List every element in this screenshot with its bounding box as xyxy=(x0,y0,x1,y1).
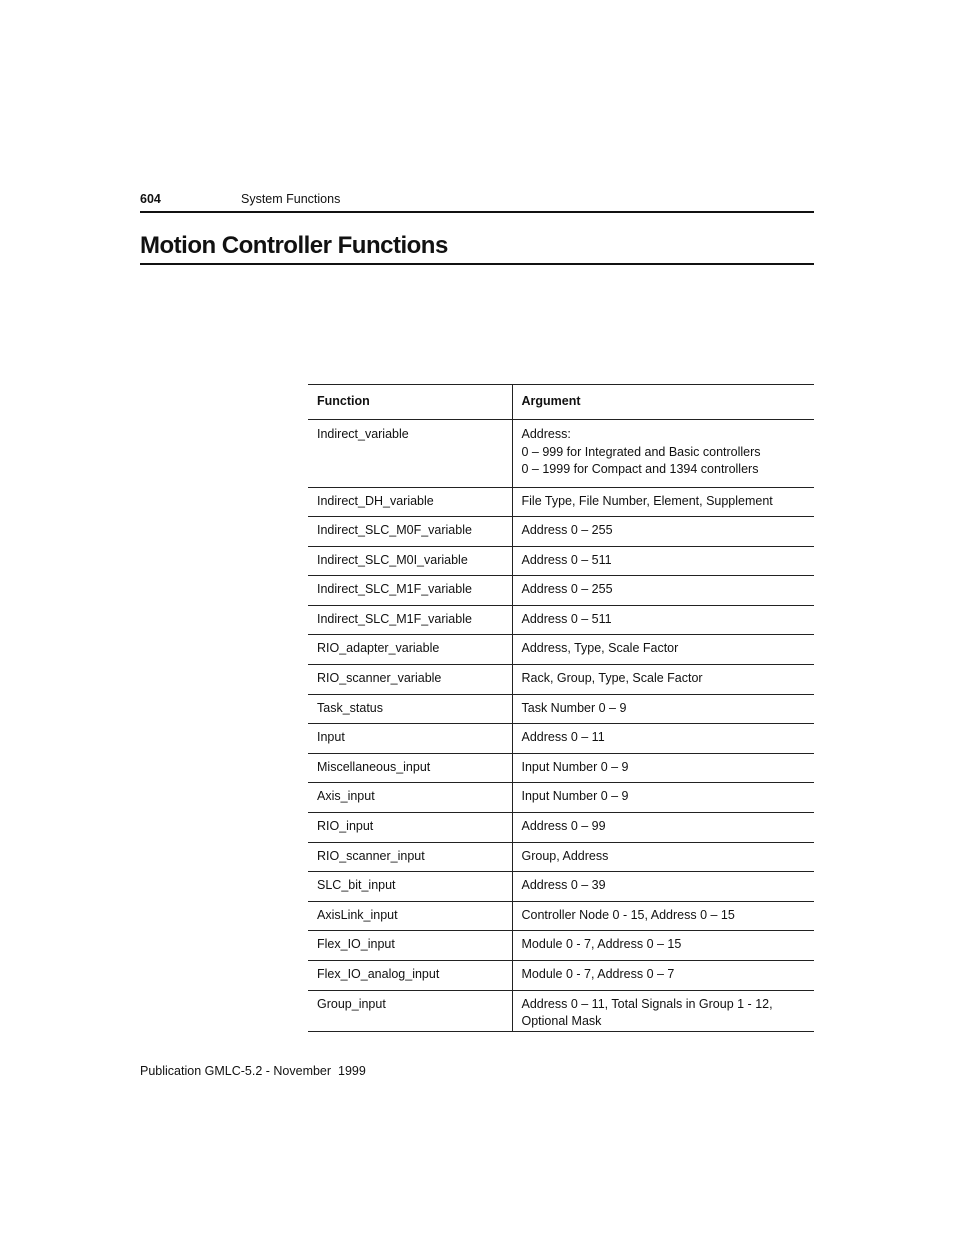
function-cell: Indirect_SLC_M0F_variable xyxy=(308,517,512,547)
function-table xyxy=(308,384,814,1032)
function-cell: SLC_bit_input xyxy=(308,872,512,902)
function-cell: Indirect_SLC_M0I_variable xyxy=(308,546,512,576)
argument-cell xyxy=(512,694,814,724)
argument-line: Module 0 - 7, Address 0 – 15 xyxy=(521,937,682,952)
argument-line: Address: xyxy=(521,427,571,441)
argument-cell xyxy=(512,901,814,931)
argument-cell xyxy=(512,813,814,843)
argument-line: Address 0 – 511 xyxy=(521,552,612,567)
column-header-function: Function xyxy=(308,385,512,420)
page-number: 604 xyxy=(140,192,161,206)
function-cell: Miscellaneous_input xyxy=(308,753,512,783)
table-row xyxy=(308,694,814,724)
table-row xyxy=(308,635,814,665)
table-row xyxy=(308,517,814,547)
function-cell: RIO_input xyxy=(308,813,512,843)
table-row xyxy=(308,813,814,843)
table-row xyxy=(308,605,814,635)
argument-cell xyxy=(512,783,814,813)
argument-line: Rack, Group, Type, Scale Factor xyxy=(521,671,703,686)
function-cell: AxisLink_input xyxy=(308,901,512,931)
table-row xyxy=(308,576,814,606)
argument-line: Input Number 0 – 9 xyxy=(521,759,629,774)
table-row xyxy=(308,990,814,1031)
table-row xyxy=(308,901,814,931)
section-name: System Functions xyxy=(241,192,341,206)
column-header-argument: Argument xyxy=(512,385,814,420)
running-header xyxy=(140,192,814,213)
publication-footer: Publication GMLC-5.2 - November 1999 xyxy=(140,1064,366,1078)
argument-cell xyxy=(512,635,814,665)
table-row xyxy=(308,546,814,576)
table-row xyxy=(308,872,814,902)
function-cell: Axis_input xyxy=(308,783,512,813)
argument-line: Task Number 0 – 9 xyxy=(521,700,627,715)
argument-line: Module 0 - 7, Address 0 – 7 xyxy=(521,967,675,981)
argument-cell xyxy=(512,872,814,902)
function-cell: Input xyxy=(308,724,512,754)
argument-line: Controller Node 0 - 15, Address 0 – 15 xyxy=(521,907,735,922)
table-row xyxy=(308,487,814,517)
argument-cell xyxy=(512,546,814,576)
argument-cell xyxy=(512,420,814,488)
function-cell: Group_input xyxy=(308,990,512,1031)
argument-cell xyxy=(512,842,814,872)
argument-line: Input Number 0 – 9 xyxy=(521,789,629,804)
table-row xyxy=(308,420,814,488)
argument-line: Address 0 – 11 xyxy=(521,730,605,745)
argument-line: Address 0 – 39 xyxy=(521,878,606,893)
table-row xyxy=(308,724,814,754)
function-cell: RIO_scanner_input xyxy=(308,842,512,872)
table-header-row xyxy=(308,385,814,420)
function-cell: Flex_IO_input xyxy=(308,931,512,961)
argument-cell xyxy=(512,990,814,1031)
argument-line: Group, Address xyxy=(521,848,609,863)
function-cell: RIO_scanner_variable xyxy=(308,665,512,695)
argument-cell xyxy=(512,753,814,783)
table-row xyxy=(308,931,814,961)
argument-line: Address 0 – 99 xyxy=(521,819,606,834)
function-cell: Indirect_SLC_M1F_variable xyxy=(308,576,512,606)
function-cell: RIO_adapter_variable xyxy=(308,635,512,665)
function-cell: Indirect_DH_variable xyxy=(308,487,512,517)
table-row xyxy=(308,842,814,872)
argument-cell xyxy=(512,605,814,635)
argument-line: Address 0 – 511 xyxy=(521,611,612,626)
argument-cell xyxy=(512,517,814,547)
argument-cell xyxy=(512,576,814,606)
table-row xyxy=(308,753,814,783)
table-row xyxy=(308,783,814,813)
argument-cell xyxy=(512,487,814,517)
argument-line: 0 – 999 for Integrated and Basic controllers xyxy=(521,444,761,459)
argument-line: Address 0 – 255 xyxy=(521,523,613,538)
argument-cell xyxy=(512,665,814,695)
function-cell: Indirect_variable xyxy=(308,420,512,488)
argument-cell xyxy=(512,724,814,754)
argument-line: File Type, File Number, Element, Supplement xyxy=(521,493,773,508)
function-cell: Flex_IO_analog_input xyxy=(308,961,512,991)
argument-line: Address, Type, Scale Factor xyxy=(521,641,679,656)
argument-line: Address 0 – 11, Total Signals in Group 1 - 12, Optional Mask xyxy=(521,996,773,1029)
argument-line: Address 0 – 255 xyxy=(521,582,613,597)
function-cell: Indirect_SLC_M1F_variable xyxy=(308,605,512,635)
argument-line: 0 – 1999 for Compact and 1394 controllers xyxy=(521,462,759,476)
argument-cell xyxy=(512,931,814,961)
function-cell: Task_status xyxy=(308,694,512,724)
table-row xyxy=(308,665,814,695)
page-title: Motion Controller Functions xyxy=(140,230,814,265)
table-body xyxy=(308,420,814,1032)
argument-cell xyxy=(512,961,814,991)
table-row xyxy=(308,961,814,991)
